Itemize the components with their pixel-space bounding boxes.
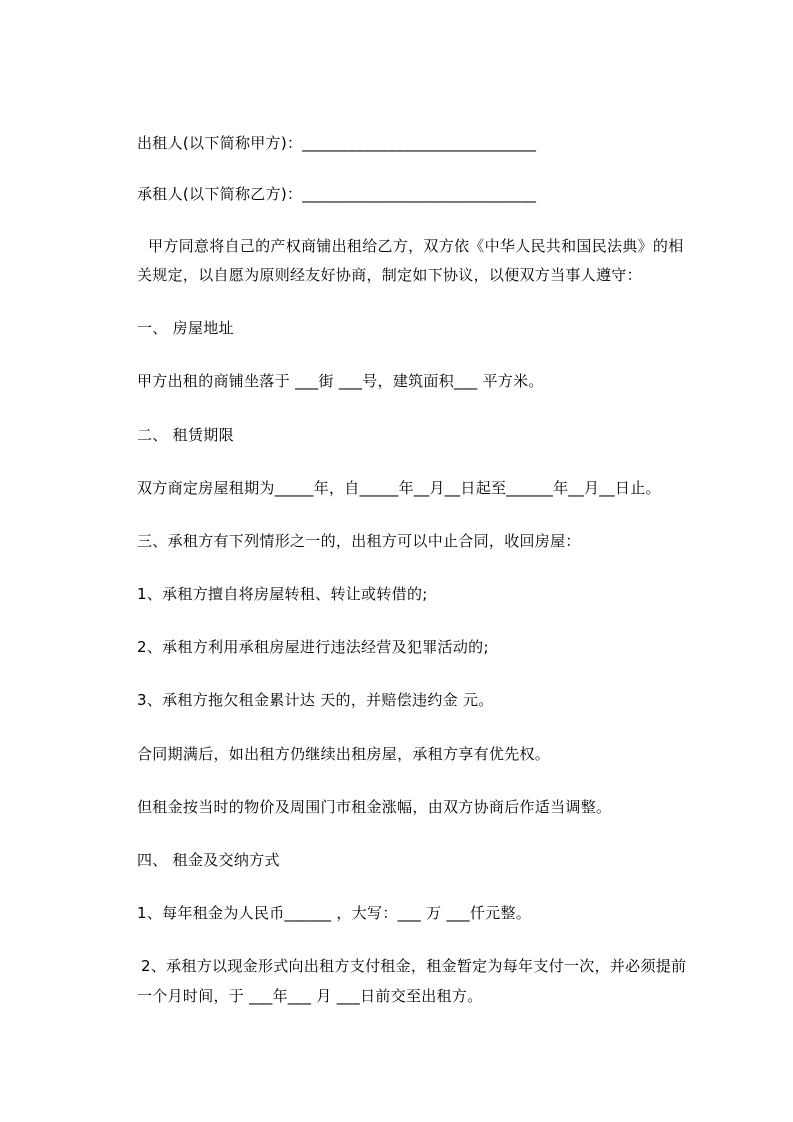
section-3-title: 三、承租方有下列情形之一的，出租方可以中止合同，收回房屋： — [137, 532, 581, 550]
intro-paragraph-line-2: 关规定，以自愿为原则经友好协商，制定如下协议，以便双方当事人遵守： — [137, 266, 642, 284]
section-4-item-2-line-1: 2、承租方以现金形式向出租方支付租金，租金暂定为每年支付一次，并必须提前 — [141, 957, 687, 975]
section-4-item-1: 1、每年租金为人民币______ ，大写：___ 万 ___仟元整。 — [137, 904, 532, 922]
section-1-title: 一、 房屋地址 — [137, 319, 234, 337]
section-1-text: 甲方出租的商铺坐落于 ___街 ___号，建筑面积___ 平方米。 — [137, 372, 544, 390]
renewal-text: 合同期满后，如出租方仍继续出租房屋，承租方享有优先权。 — [137, 745, 551, 763]
section-2-title: 二、 租赁期限 — [137, 426, 234, 444]
section-3-item-3: 3、承租方拖欠租金累计达 天的，并赔偿违约金 元。 — [137, 691, 494, 709]
section-3-item-2: 2、承租方利用承租房屋进行违法经营及犯罪活动的; — [137, 638, 489, 656]
section-4-title: 四、 租金及交纳方式 — [137, 851, 280, 869]
intro-paragraph-line-1: 甲方同意将自己的产权商铺出租给乙方，双方依《中华人民共和国民法典》的相 — [148, 237, 684, 255]
rent-adjust-text: 但租金按当时的物价及周围门市租金涨幅，由双方协商后作适当调整。 — [137, 798, 612, 816]
lessee-line: 承租人(以下简称乙方)：______________________________ — [137, 185, 537, 203]
section-2-text: 双方商定房屋租期为_____年，自_____年__月__日起至______年__月__日止。 — [137, 479, 661, 497]
section-4-item-2-line-2: 一个月时间，于 ___年___ 月 ___日前交至出租方。 — [137, 987, 483, 1005]
lessor-line: 出租人(以下简称甲方)：______________________________ — [137, 134, 537, 152]
section-3-item-1: 1、承租方擅自将房屋转租、转让或转借的; — [137, 585, 428, 603]
